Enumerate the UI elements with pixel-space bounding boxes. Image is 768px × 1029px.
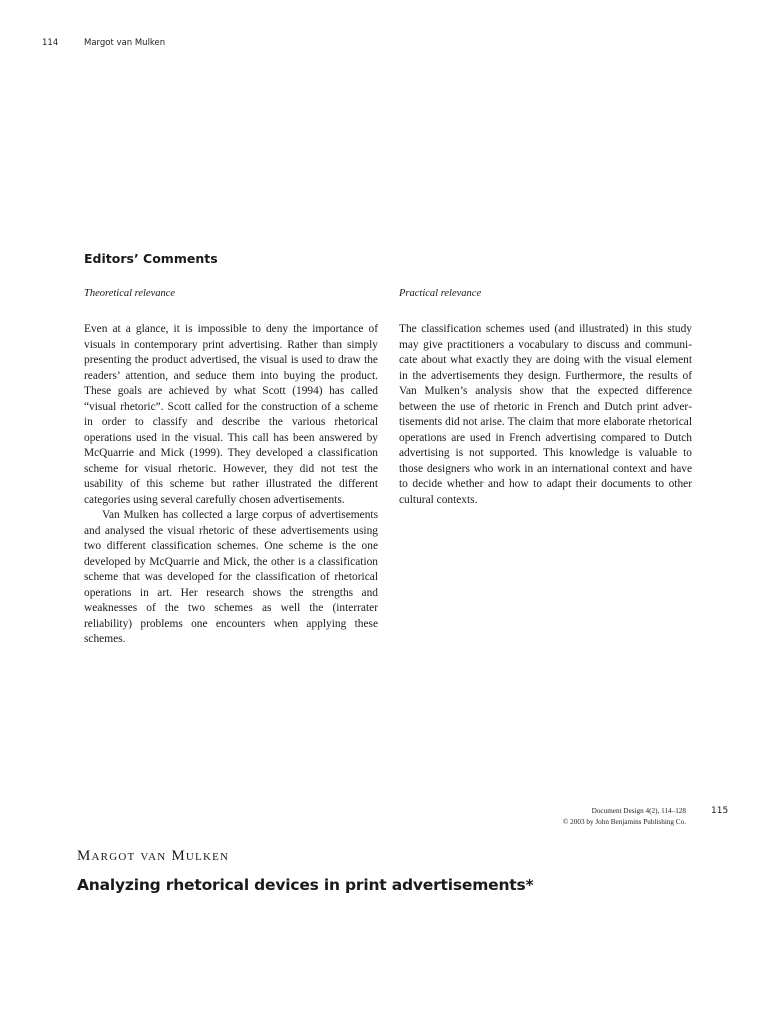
practical-relevance-heading: Practical relevance [399,288,482,299]
cut-off-text-line [77,1017,637,1029]
journal-citation: Document Design 4(2), 114–128 [591,807,686,815]
editors-comments-heading: Editors’ Comments [84,251,218,266]
running-head [42,38,165,48]
article-author: Margot van Mulken [77,848,230,864]
article-title: Analyzing rhetorical devices in print advertisements* [77,876,534,894]
page-number-right: 115 [711,806,729,816]
theoretical-paragraph-1: Even at a glance, it is impossible to deny the importance of visuals in contemporary print advertising. Rather than simply presenting the product advertised, the visual is used to draw the readers’ attention, and seduce them into buying the product. These goals are achieved by what Scott (1994) has called “visual rhetoric”. Scott called for the construction of a scheme in order to classify and describe the various rhetorical operations used in the visual. This call has been answered by McQuarrie and Mick (1999). They developed a classification scheme for visual rhetoric. However, they did not test the usability of this scheme but rather illustrated the different categories using several carefully chosen advertisements. [84,323,378,506]
practical-paragraph-1: The classification schemes used (and illustrated) in this study may give practitioners a vocabulary to discuss and communicate about what exactly they are doing with the visual element in the advertisements they design. Furthermore, the results of Van Mulken’s analysis show that the expected difference between the use of rhetoric in French and Dutch print advertisements did not arise. The claim that more elaborate rhetorical operations are used in French advertising compared to Dutch advertising is not supported. This knowledge is valuable to those designers who work in an international context and have to decide whether and how to adapt their documents to other cultural contexts. [399,323,692,506]
journal-info [520,806,686,827]
theoretical-relevance-column [84,288,378,648]
theoretical-relevance-heading: Theoretical relevance [84,288,176,299]
theoretical-paragraph-2: Van Mulken has collected a large corpus of advertisements and analysed the visual rhetoric of these advertisements using two different classification schemes. One scheme is the one developed by McQuarrie and Mick, the other is a classification scheme that was developed for the classification of rhetorical operations in art. Her research shows the strengths and weaknesses of the two schemes as well the (interrater reliability) problems one encounters when applying these schemes. [84,509,378,645]
practical-relevance-column [399,288,692,508]
page-number-left: 114 [42,38,59,48]
running-head-author: Margot van Mulken [84,38,166,48]
copyright-notice: © 2003 by John Benjamins Publishing Co. [562,817,686,826]
